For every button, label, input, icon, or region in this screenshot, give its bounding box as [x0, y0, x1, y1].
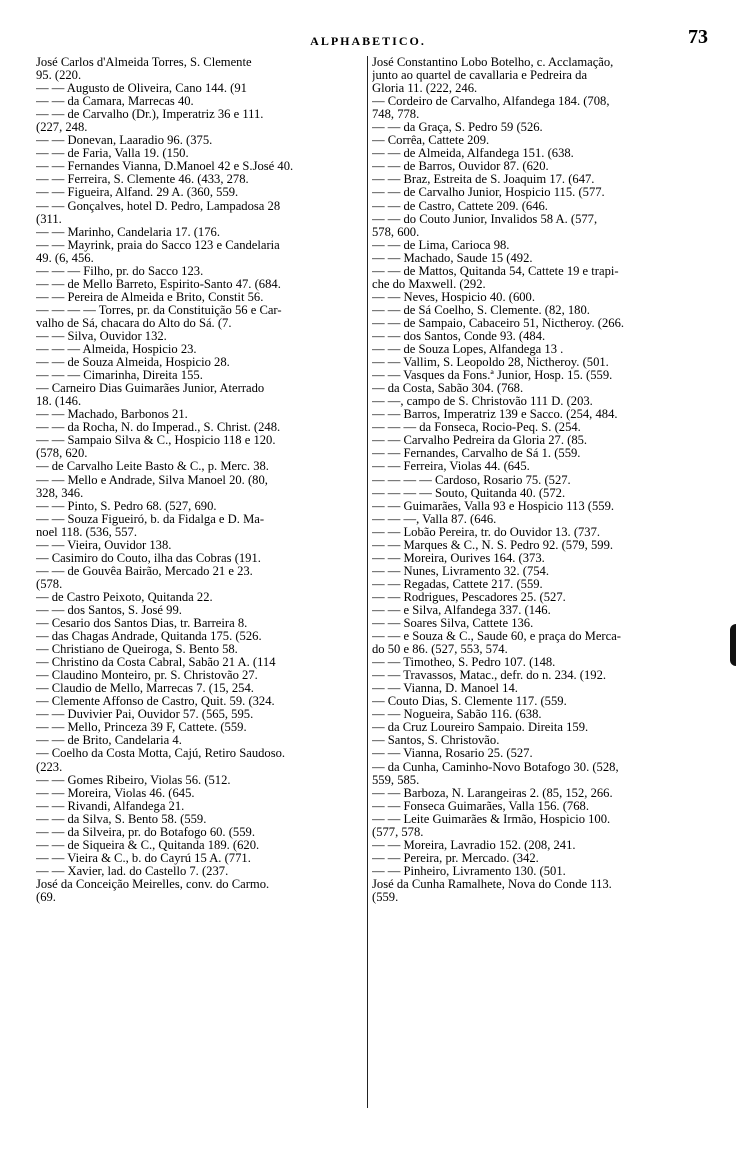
directory-entry-line: — — de Mello Barreto, Espirito-Santo 47. (684.	[36, 277, 281, 291]
directory-entry-line: — — dos Santos, Conde 93. (484.	[372, 329, 546, 343]
directory-entry-line: — — Braz, Estreita de S. Joaquim 17. (647.	[372, 173, 595, 187]
directory-entry-line: Gloria 11. (222, 246.	[372, 82, 478, 96]
directory-entry-line: — — Sampaio Silva & C., Hospicio 118 e 120.	[36, 434, 276, 448]
directory-entry-line: — — Travassos, Matac., defr. do n. 234. (192.	[372, 669, 607, 683]
directory-entry-line: — — da Rocha, N. do Imperad., S. Christ. (248.	[36, 421, 281, 435]
directory-entry-line: 18. (146.	[36, 395, 82, 409]
directory-entry-line: — — de Castro, Cattete 209. (646.	[372, 199, 548, 213]
directory-entry-line: — — Rivandi, Alfandega 21.	[36, 799, 185, 813]
directory-entry-line: — — — — Torres, pr. da Constituição 56 e Car-	[36, 303, 282, 317]
directory-entry-line: — — e Silva, Alfandega 337. (146.	[372, 603, 551, 617]
directory-entry-line: — — de Faria, Valla 19. (150.	[36, 147, 189, 161]
left-column	[36, 56, 366, 904]
directory-entry-line: — — Fonseca Guimarães, Valla 156. (768.	[372, 799, 589, 813]
directory-entry-line: — —, campo de S. Christovão 111 D. (203.	[372, 395, 593, 409]
directory-entry-line: (578, 620.	[36, 447, 88, 461]
directory-entry-line: — — de Souza Lopes, Alfandega 13 .	[372, 343, 564, 357]
directory-entry-line: — de Castro Peixoto, Quitanda 22.	[36, 590, 213, 604]
directory-entry-line: — — de Lima, Carioca 98.	[372, 238, 510, 252]
directory-entry-line: — — de Souza Almeida, Hospicio 28.	[36, 356, 230, 370]
directory-entry-line: (69.	[36, 891, 56, 904]
directory-entry-line: — — Vieira & C., b. do Cayrú 15 A. (771.	[36, 851, 251, 865]
directory-entry-line: che do Maxwell. (292.	[372, 277, 486, 291]
directory-entry-line: — — Marques & C., N. S. Pedro 92. (579, 599.	[372, 538, 614, 552]
directory-entry-line: — — Vianna, D. Manoel 14.	[372, 682, 518, 696]
directory-entry-line: José da Conceição Meirelles, conv. do Carmo.	[36, 877, 270, 891]
directory-entry-line: — — Vieira, Ouvidor 138.	[36, 538, 172, 552]
directory-entry-line: — — dos Santos, S. José 99.	[36, 603, 182, 617]
directory-entry-line: — Christino da Costa Cabral, Sabão 21 A. (114	[36, 656, 276, 670]
directory-entry-line: — — Moreira, Ourives 164. (373.	[372, 551, 545, 565]
directory-entry-line: — — Xavier, lad. do Castello 7. (237.	[36, 864, 229, 878]
directory-entry-line: — — Vianna, Rosario 25. (527.	[372, 747, 533, 761]
directory-entry-line: — — Gomes Ribeiro, Violas 56. (512.	[36, 773, 231, 787]
directory-entry-line: (223.	[36, 760, 63, 774]
directory-entry-line: — — Carvalho Pedreira da Gloria 27. (85.	[372, 434, 588, 448]
directory-entry-line: — — Barboza, N. Larangeiras 2. (85, 152, 266.	[372, 786, 613, 800]
directory-entry-line: — — Vasques da Fons.ª Junior, Hosp. 15. (559.	[372, 369, 613, 383]
directory-entry-line: — — Barros, Imperatriz 139 e Sacco. (254, 484.	[372, 408, 618, 422]
directory-entry-line: — Carneiro Dias Guimarães Junior, Aterrado	[36, 382, 265, 396]
directory-entry-line: José Constantino Lobo Botelho, c. Acclamação,	[372, 56, 614, 69]
directory-entry-line: — — Pereira de Almeida e Brito, Constit 56.	[36, 290, 264, 304]
directory-entry-line: — — de Mattos, Quitanda 54, Cattete 19 e trapi-	[372, 264, 619, 278]
directory-entry-line: — Claudino Monteiro, pr. S. Christovão 27.	[36, 669, 258, 683]
ink-blot	[730, 624, 736, 666]
directory-entry-line: (311.	[36, 212, 62, 226]
directory-entry-line: — — Moreira, Lavradio 152. (208, 241.	[372, 838, 576, 852]
directory-entry-line: — — Marinho, Candelaria 17. (176.	[36, 225, 220, 239]
directory-entry-line: — — Machado, Barbonos 21.	[36, 408, 188, 422]
directory-entry-line: (577, 578.	[372, 825, 424, 839]
directory-entry-line: — — de Carvalho (Dr.), Imperatriz 36 e 111.	[36, 108, 264, 122]
directory-entry-line: — Casimiro do Couto, ilha das Cobras (191.	[36, 551, 261, 565]
directory-entry-line: — — de Gouvêa Bairão, Mercado 21 e 23.	[36, 564, 253, 578]
directory-entry-line: — Cordeiro de Carvalho, Alfandega 184. (708,	[372, 95, 610, 109]
right-column	[372, 56, 702, 904]
directory-entry-line: — — de Brito, Candelaria 4.	[36, 734, 182, 748]
directory-entry-line: — — da Camara, Marrecas 40.	[36, 95, 194, 109]
directory-entry-line: — — Leite Guimarães & Irmão, Hospicio 100.	[372, 812, 611, 826]
directory-entry-line: — — Silva, Ouvidor 132.	[36, 329, 167, 343]
directory-entry-line: — — de Siqueira & C., Quitanda 189. (620.	[36, 838, 260, 852]
directory-entry-line: — — de Carvalho Junior, Hospicio 115. (577.	[372, 186, 605, 200]
directory-entry-line: — — Timotheo, S. Pedro 107. (148.	[372, 656, 556, 670]
directory-entry-line: — — Pinheiro, Livramento 130. (501.	[372, 864, 566, 878]
directory-entry-line: — Cesario dos Santos Dias, tr. Barreira 8.	[36, 617, 248, 631]
directory-entry-line: — — do Couto Junior, Invalidos 58 A. (577,	[372, 212, 598, 226]
directory-entry-line: — — Fernandes Vianna, D.Manoel 42 e S.José 40.	[36, 160, 294, 174]
directory-entry-line: do 50 e 86. (527, 553, 574.	[372, 643, 508, 657]
directory-entry-line: — — e Souza & C., Saude 60, e praça do Merca-	[372, 630, 621, 644]
directory-entry-line: — — da Silva, S. Bento 58. (559.	[36, 812, 207, 826]
directory-entry-line: — — Pinto, S. Pedro 68. (527, 690.	[36, 499, 217, 513]
directory-entry-line: — — Soares Silva, Cattete 136.	[372, 617, 534, 631]
directory-entry-line: — — Souza Figueiró, b. da Fidalga e D. Ma-	[36, 512, 265, 526]
directory-entry-line: — — Fernandes, Carvalho de Sá 1. (559.	[372, 447, 581, 461]
directory-entry-line: — — Guimarães, Valla 93 e Hospicio 113 (559.	[372, 499, 615, 513]
directory-entry-line: — Coelho da Costa Motta, Cajú, Retiro Saudoso.	[36, 747, 286, 761]
directory-entry-line: — — — — Cardoso, Rosario 75. (527.	[372, 473, 571, 487]
directory-entry-line: — — Nogueira, Sabão 116. (638.	[372, 708, 542, 722]
directory-entry-line: noel 118. (536, 557.	[36, 525, 137, 539]
directory-entry-line: — da Costa, Sabão 304. (768.	[372, 382, 524, 396]
directory-entry-line: — — Mayrink, praia do Sacco 123 e Candelaria	[36, 238, 280, 252]
directory-entry-line: — Santos, S. Christovão.	[372, 734, 500, 748]
directory-entry-line: 559, 585.	[372, 773, 420, 787]
directory-entry-line: — — Machado, Saude 15 (492.	[372, 251, 533, 265]
directory-entry-line: 328, 346.	[36, 486, 84, 500]
directory-entry-line: — — Mello e Andrade, Silva Manoel 20. (80,	[36, 473, 268, 487]
directory-entry-line: 578, 600.	[372, 225, 420, 239]
directory-entry-line: — de Carvalho Leite Basto & C., p. Merc. 38.	[36, 460, 269, 474]
directory-entry-line: — — — Cimarinha, Direita 155.	[36, 369, 203, 383]
directory-entry-line: — — Gonçalves, hotel D. Pedro, Lampadosa 28	[36, 199, 281, 213]
directory-entry-line: — Couto Dias, S. Clemente 117. (559.	[372, 695, 567, 709]
directory-entry-line: — — de Sampaio, Cabaceiro 51, Nictheroy. (266.	[372, 316, 625, 330]
directory-entry-line: — — — da Fonseca, Rocio-Peq. S. (254.	[372, 421, 581, 435]
directory-entry-line: — — Pereira, pr. Mercado. (342.	[372, 851, 539, 865]
directory-entry-line: — — Lobão Pereira, tr. do Ouvidor 13. (737.	[372, 525, 601, 539]
directory-entry-line: — — de Barros, Ouvidor 87. (620.	[372, 160, 549, 174]
directory-entry-line: — — Vallim, S. Leopoldo 28, Nictheroy. (501.	[372, 356, 609, 370]
directory-entry-line: — — — — Souto, Quitanda 40. (572.	[372, 486, 566, 500]
directory-entry-line: — Clemente Affonso de Castro, Quit. 59. (324.	[36, 695, 275, 709]
directory-entry-line: (559.	[372, 891, 399, 904]
directory-entry-line: — — da Silveira, pr. do Botafogo 60. (559.	[36, 825, 255, 839]
directory-entry-line: — da Cruz Loureiro Sampaio. Direita 159.	[372, 721, 589, 735]
directory-entry-line: valho de Sá, chacara do Alto do Sá. (7.	[36, 316, 232, 330]
directory-entry-line: — — —, Valla 87. (646.	[372, 512, 497, 526]
directory-entry-line: (578.	[36, 577, 63, 591]
directory-entry-line: José Carlos d'Almeida Torres, S. Clemente	[36, 56, 252, 69]
directory-entry-line: — — Figueira, Alfand. 29 A. (360, 559.	[36, 186, 239, 200]
directory-entry-line: (227, 248.	[36, 121, 88, 135]
directory-entry-line: — — Ferreira, Violas 44. (645.	[372, 460, 530, 474]
directory-entry-line: 748, 778.	[372, 108, 420, 122]
directory-entry-line: — — Ferreira, S. Clemente 46. (433, 278.	[36, 173, 249, 187]
directory-entry-line: — — Nunes, Livramento 32. (754.	[372, 564, 549, 578]
page-number: 73	[688, 26, 708, 48]
running-title: ALPHABETICO.	[310, 34, 426, 48]
directory-entry-line: — — Rodrigues, Pescadores 25. (527.	[372, 590, 566, 604]
column-divider	[367, 56, 368, 1108]
directory-entry-line: — — — Filho, pr. do Sacco 123.	[36, 264, 204, 278]
directory-entry-line: — — da Graça, S. Pedro 59 (526.	[372, 121, 543, 135]
directory-entry-line: — — de Almeida, Alfandega 151. (638.	[372, 147, 574, 161]
directory-entry-line: — — Moreira, Violas 46. (645.	[36, 786, 195, 800]
directory-entry-line: — Claudio de Mello, Marrecas 7. (15, 254.	[36, 682, 254, 696]
directory-entry-line: 49. (6, 456.	[36, 251, 94, 265]
directory-entry-line: José da Cunha Ramalhete, Nova do Conde 113.	[372, 877, 612, 891]
directory-entry-line: 95. (220.	[36, 69, 82, 83]
directory-entry-line: — — Donevan, Laaradio 96. (375.	[36, 134, 213, 148]
directory-entry-line: — Corrêa, Cattete 209.	[372, 134, 490, 148]
directory-entry-line: — Christiano de Queiroga, S. Bento 58.	[36, 643, 238, 657]
directory-entry-line: — — Mello, Princeza 39 F, Cattete. (559.	[36, 721, 247, 735]
directory-entry-line: — — Augusto de Oliveira, Cano 144. (91	[36, 82, 247, 96]
directory-entry-line: — — Neves, Hospicio 40. (600.	[372, 290, 535, 304]
directory-entry-line: — — de Sá Coelho, S. Clemente. (82, 180.	[372, 303, 590, 317]
directory-entry-line: — — Duvivier Pai, Ouvidor 57. (565, 595.	[36, 708, 254, 722]
directory-entry-line: — — — Almeida, Hospicio 23.	[36, 343, 197, 357]
directory-entry-line: — da Cunha, Caminho-Novo Botafogo 30. (528,	[372, 760, 619, 774]
directory-entry-line: junto ao quartel de cavallaria e Pedreira da	[372, 69, 588, 83]
directory-entry-line: — das Chagas Andrade, Quitanda 175. (526.	[36, 630, 262, 644]
directory-entry-line: — — Regadas, Cattete 217. (559.	[372, 577, 543, 591]
